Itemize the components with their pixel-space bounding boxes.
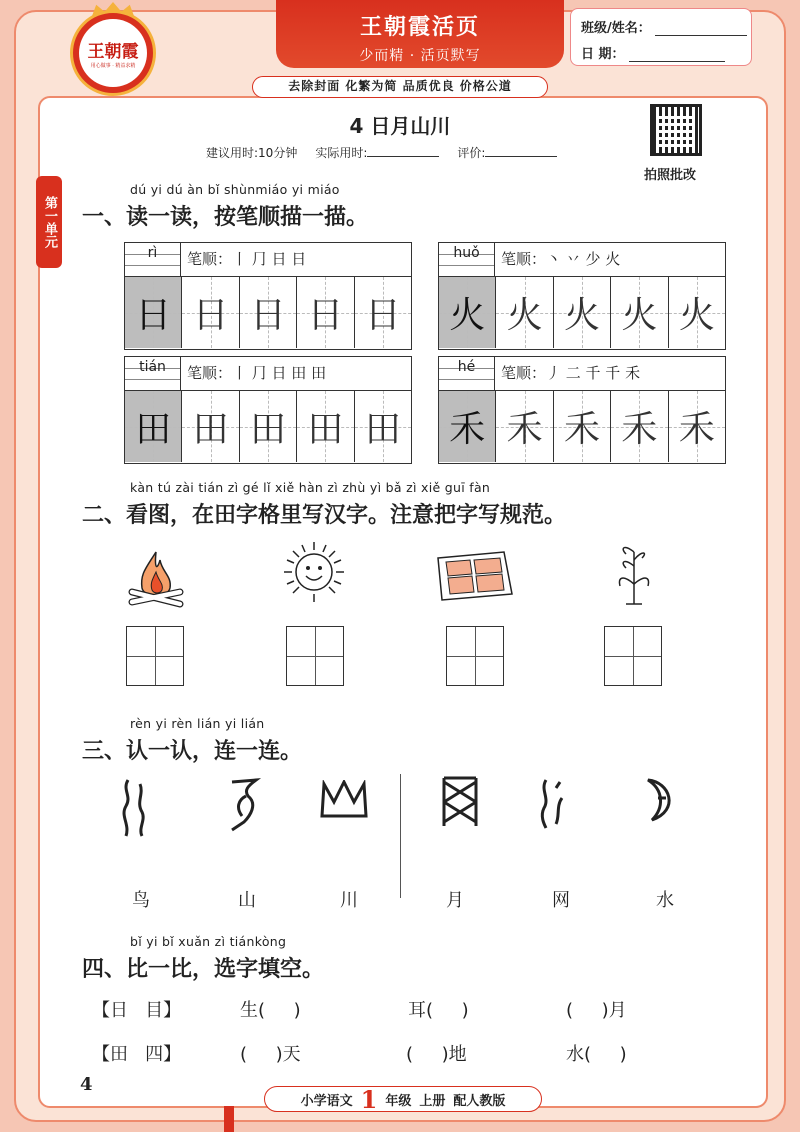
name-box	[570, 8, 752, 66]
rice-plant-icon	[612, 540, 656, 606]
date-label: 日 期：	[581, 47, 625, 62]
q2-heading: 二、看图，在田字格里写汉字。注意把字写规范。	[82, 503, 567, 528]
brand-banner	[276, 0, 564, 68]
stroke-box-tian	[124, 356, 412, 464]
sun-icon	[280, 538, 348, 606]
field-icon	[434, 548, 514, 602]
brand-subtitle: 少而精 · 活页默写	[359, 48, 481, 64]
match-char[interactable]: 川	[340, 890, 358, 911]
match-char[interactable]: 网	[552, 890, 570, 911]
trace-cell[interactable]: 日	[182, 277, 239, 348]
trace-cell[interactable]: 火	[554, 277, 611, 348]
tianzige-box[interactable]	[126, 626, 184, 686]
match-char[interactable]: 水	[656, 890, 674, 911]
ancient-mountain-glyph[interactable]	[318, 780, 370, 820]
trace-cell[interactable]: 日	[355, 277, 411, 348]
trace-cell[interactable]: 禾	[554, 391, 611, 462]
ancient-water-glyph[interactable]	[118, 776, 154, 840]
time-row	[206, 144, 557, 161]
stroke-order-tian: 笔顺：丨 ⺆ 日 田 田	[187, 364, 327, 382]
footer-badge	[264, 1086, 542, 1112]
evaluation-field[interactable]	[485, 145, 557, 157]
class-name-label: 班级/姓名：	[581, 21, 651, 36]
char-cell: 日	[125, 277, 182, 348]
fire-icon	[126, 546, 186, 612]
stroke-order-ri: 笔顺：丨 ⺆ 日 日	[187, 250, 307, 268]
trace-cell[interactable]: 田	[182, 391, 239, 462]
logo-subtext: 用心做事 · 精益求精	[90, 63, 136, 69]
char-cell: 火	[439, 277, 496, 348]
trace-cell[interactable]: 火	[611, 277, 668, 348]
trace-cell[interactable]: 日	[297, 277, 354, 348]
lesson-title: 4 日月山川	[349, 114, 451, 138]
q2-pinyin: kàn tú zài tián zì gé lǐ xiě hàn zì zhù yì bǎ zì xiě guī fàn	[130, 480, 491, 495]
page-number: 4	[80, 1074, 93, 1095]
q4-pinyin: bǐ yi bǐ xuǎn zì tiánkòng	[130, 934, 287, 949]
ancient-bird-glyph[interactable]	[224, 776, 264, 834]
brand-logo	[70, 10, 156, 96]
bottom-tab	[224, 1106, 234, 1132]
qr-label: 拍照批改	[644, 168, 697, 183]
qr-code-icon[interactable]	[650, 104, 702, 156]
evaluation-label: 评价:	[457, 146, 486, 160]
q3-pinyin: rèn yi rèn lián yi lián	[130, 716, 265, 731]
logo-text: 王朝霞	[87, 42, 139, 62]
pinyin-he: hé	[457, 359, 476, 375]
trace-cell[interactable]: 禾	[496, 391, 553, 462]
trace-cell[interactable]: 禾	[669, 391, 725, 462]
ancient-net-glyph[interactable]	[440, 774, 480, 830]
stroke-box-he	[438, 356, 726, 464]
fill-blank[interactable]: ( )天	[240, 1044, 301, 1065]
time-suggested: 建议用时:10分钟	[206, 146, 298, 160]
fill-blank[interactable]: 耳( )	[408, 1000, 469, 1021]
match-char[interactable]: 月	[446, 890, 464, 911]
footer-grade-number: 1	[360, 1084, 378, 1114]
q1-heading: 一、读一读，按笔顺描一描。	[82, 205, 369, 230]
footer-grade: 年级	[385, 1093, 412, 1109]
class-name-field[interactable]	[655, 22, 747, 36]
tianzige-box[interactable]	[604, 626, 662, 686]
stroke-order-huo: 笔顺：丶 丷 少 火	[501, 250, 621, 268]
trace-cell[interactable]: 禾	[611, 391, 668, 462]
match-divider	[400, 774, 401, 898]
stroke-box-ri	[124, 242, 412, 350]
pinyin-ri: rì	[147, 245, 158, 261]
char-cell: 田	[125, 391, 182, 462]
q1-pinyin: dú yi dú àn bǐ shùnmiáo yi miáo	[130, 182, 340, 197]
choice-pair: 【日 目】	[92, 1000, 182, 1021]
trace-cell[interactable]: 田	[240, 391, 297, 462]
char-cell: 禾	[439, 391, 496, 462]
stroke-box-huo	[438, 242, 726, 350]
trace-cell[interactable]: 火	[669, 277, 725, 348]
brand-title: 王朝霞活页	[359, 14, 480, 40]
trace-cell[interactable]: 田	[297, 391, 354, 462]
match-char[interactable]: 鸟	[132, 890, 150, 911]
ancient-river-glyph[interactable]	[536, 776, 570, 830]
match-char[interactable]: 山	[238, 890, 256, 911]
slogan: 去除封面 化繁为简 品质优良 价格公道	[252, 76, 548, 98]
q3-heading: 三、认一认，连一连。	[82, 739, 303, 764]
fill-blank[interactable]: ( )月	[566, 1000, 627, 1021]
pinyin-tian: tián	[139, 359, 166, 375]
tianzige-box[interactable]	[446, 626, 504, 686]
time-actual-field[interactable]	[367, 145, 439, 157]
date-field[interactable]	[629, 48, 725, 62]
footer-edition: 配人教版	[453, 1093, 506, 1109]
unit-tab: 第一单元	[36, 176, 62, 268]
stroke-order-he: 笔顺：丿 二 千 千 禾	[501, 364, 641, 382]
fill-blank[interactable]: 生( )	[240, 1000, 301, 1021]
trace-cell[interactable]: 日	[240, 277, 297, 348]
time-actual-label: 实际用时:	[315, 146, 368, 160]
tianzige-box[interactable]	[286, 626, 344, 686]
trace-cell[interactable]: 火	[496, 277, 553, 348]
footer-subject: 小学语文	[300, 1093, 353, 1109]
q4-heading: 四、比一比，选字填空。	[82, 957, 325, 982]
pinyin-huo: huǒ	[453, 245, 480, 261]
trace-cell[interactable]: 田	[355, 391, 411, 462]
ancient-moon-glyph[interactable]	[640, 776, 680, 824]
fill-blank[interactable]: ( )地	[406, 1044, 467, 1065]
footer-volume: 上册	[419, 1093, 446, 1109]
choice-pair: 【田 四】	[92, 1044, 182, 1065]
fill-blank[interactable]: 水( )	[566, 1044, 627, 1065]
